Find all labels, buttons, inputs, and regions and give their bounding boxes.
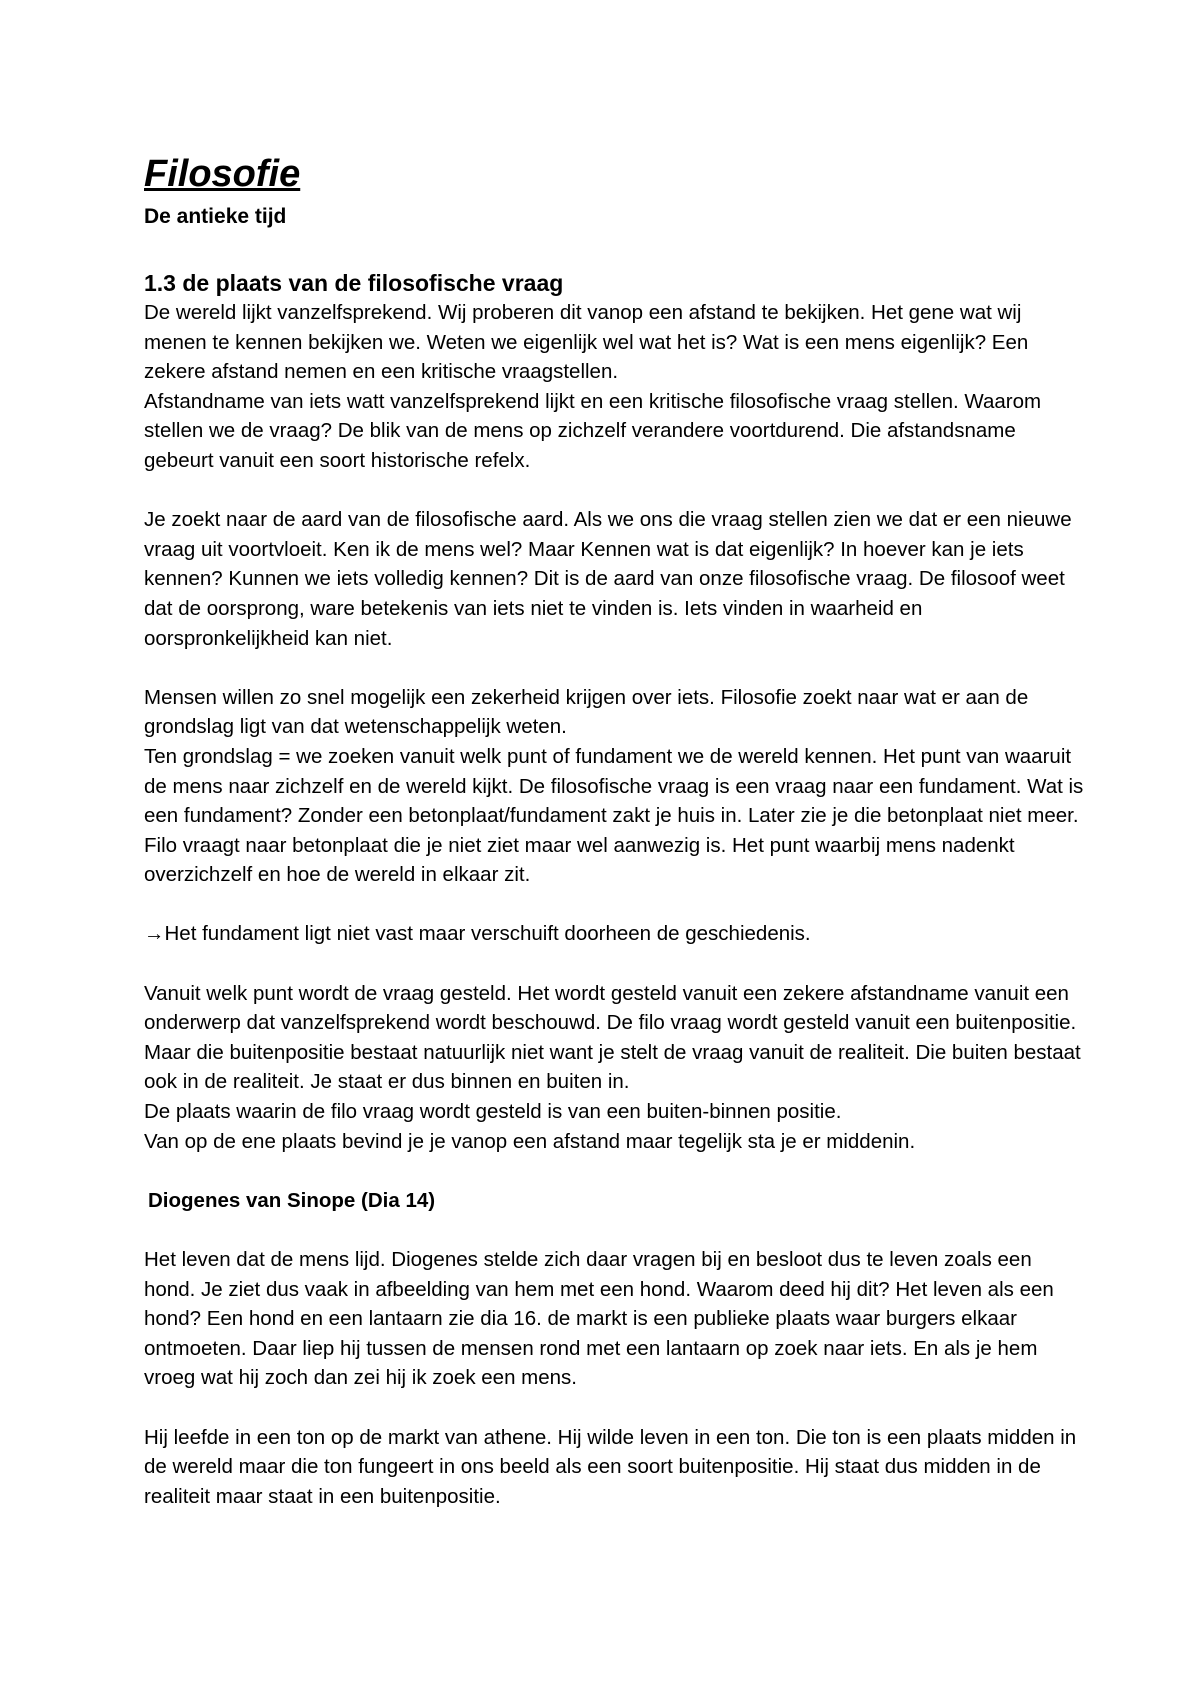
paragraph: Je zoekt naar de aard van de filosofische aard. Als we ons die vraag stellen zien we dat er een nieuwe vraag uit voortvloeit. Ken ik de mens wel? Maar Kennen wat is dat eigenlijk? In hoever kan je iets kennen? Kunnen we iets volledig kennen? Dit is de aard van onze filosofische vraag. De filosoof weet dat de oorsprong, ware betekenis van iets niet te vinden is. Iets vinden in waarheid en oorspronkelijkheid kan niet. — [144, 508, 1072, 650]
paragraph: Ten grondslag = we zoeken vanuit welk punt of fundament we de wereld kennen. Het punt van waaruit de mens naar zichzelf en de wereld kijkt. De filosofische vraag is een vraag naar een fundament. Wat is een fundament? Zonder een betonplaat/fundament zakt je huis in. Later zie je die betonplaat niet meer. Filo vraagt naar betonplaat die je niet ziet maar wel aanwezig is. Het punt waarbij mens nadenkt overzichzelf en hoe de wereld in elkaar zit. — [144, 744, 1084, 887]
paragraph-gap — [144, 476, 1084, 506]
paragraph-gap — [144, 949, 1084, 979]
paragraph: Hij leefde in een ton op de markt van athene. Hij wilde leven in een ton. Die ton is een plaats midden in de wereld maar die ton fungeert in ons beeld als een soort buitenpositie. Hij staat dus midden in de realiteit maar staat in een buitenpositie. — [144, 1425, 1077, 1508]
document-title: Filosofie — [144, 153, 301, 195]
paragraph: De wereld lijkt vanzelfsprekend. Wij proberen dit vanop een afstand te bekijken. Het gene wat wij menen te kennen bekijken we. Weten we eigenlijk wel wat het is? Wat is een mens eigenlijk? Een zekere afstand nemen en een kritische vraagstellen. — [144, 301, 1029, 384]
arrow-right-icon: → — [144, 922, 165, 946]
sub-heading-diogenes: Diogenes van Sinope (Dia 14) — [148, 1188, 436, 1212]
document-subtitle: De antieke tijd — [144, 205, 287, 228]
paragraph: Vanuit welk punt wordt de vraag gesteld. Het wordt gesteld vanuit een zekere afstandname vanuit een onderwerp dat vanzelfsprekend wordt beschouwd. De filo vraag wordt gesteld vanuit een buitenpositie. — [144, 981, 1077, 1035]
paragraph-gap — [144, 1393, 1084, 1423]
paragraph-gap — [144, 1156, 1084, 1186]
paragraph: Van op de ene plaats bevind je je vanop een afstand maar tegelijk sta je er middenin. — [144, 1129, 916, 1153]
paragraph: Maar die buitenpositie bestaat natuurlijk niet want je stelt de vraag vanuit de realiteit. Die buiten bestaat ook in de realiteit. Je staat er dus binnen en buiten in. — [144, 1040, 1081, 1094]
paragraph-gap — [144, 1215, 1084, 1245]
paragraph: De plaats waarin de filo vraag wordt gesteld is van een buiten-binnen positie. — [144, 1100, 842, 1124]
document-page — [144, 150, 1084, 1511]
paragraph: Het leven dat de mens lijd. Diogenes stelde zich daar vragen bij en besloot dus te leven zoals een hond. Je ziet dus vaak in afbeelding van hem met een hond. Waarom deed hij dit? Het leven als een hond? Een hond en een lantaarn zie dia 16. de markt is een publieke plaats waar burgers elkaar ontmoeten. Daar liep hij tussen de mensen rond met een lantaarn op zoek naar iets. En als je hem vroeg wat hij zoch dan zei hij ik zoek een mens. — [144, 1248, 1054, 1390]
paragraph: Afstandname van iets watt vanzelfsprekend lijkt en een kritische filosofische vraag stellen. Waarom stellen we de vraag? De blik van de mens op zichzelf verandere voortdurend. Die afstandsname gebeurt vanuit een soort historische refelx. — [144, 389, 1042, 472]
paragraph: Mensen willen zo snel mogelijk een zekerheid krijgen over iets. Filosofie zoekt naar wat er aan de grondslag ligt van dat wetenschappelijk weten. — [144, 685, 1029, 739]
arrow-paragraph — [144, 919, 1084, 949]
arrow-paragraph-text: Het fundament ligt niet vast maar verschuift doorheen de geschiedenis. — [164, 922, 811, 946]
paragraph-gap — [144, 653, 1084, 683]
section-heading: 1.3 de plaats van de filosofische vraag — [144, 270, 564, 296]
paragraph-gap — [144, 890, 1084, 920]
